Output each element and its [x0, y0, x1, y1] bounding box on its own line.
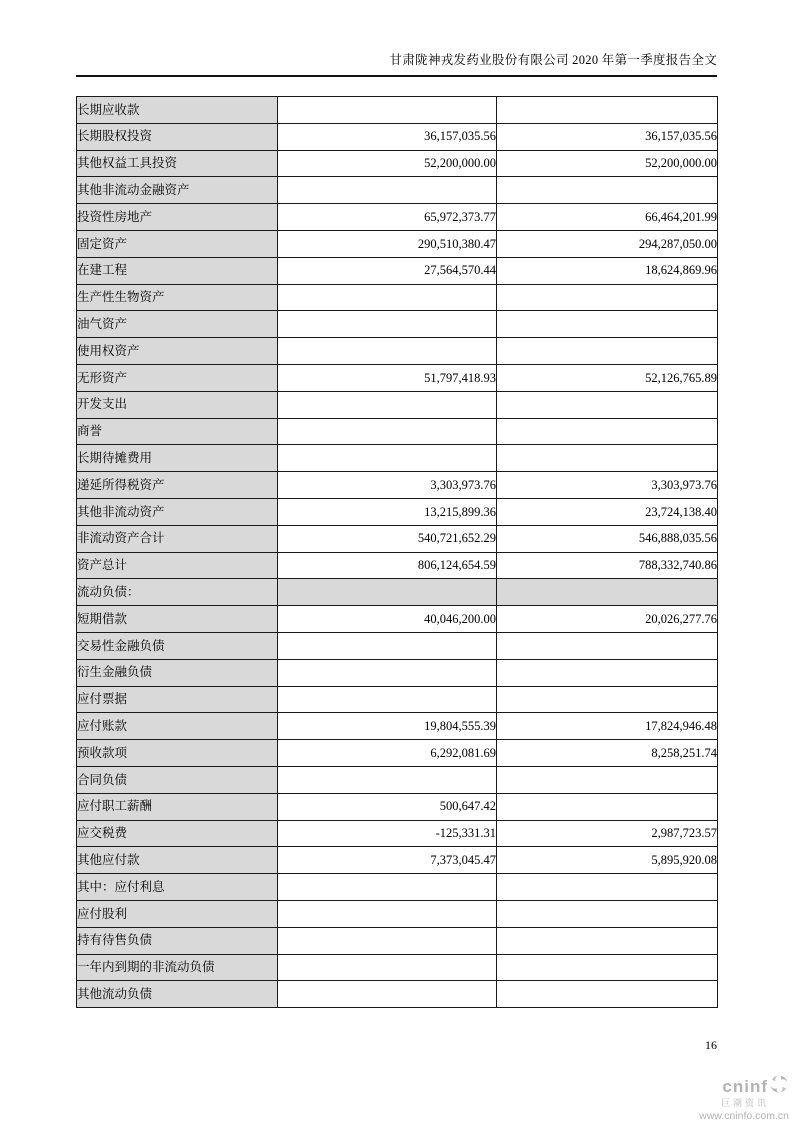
- value1-cell: 51,797,418.93: [278, 364, 497, 391]
- row-label-cell: 长期待摊费用: [77, 445, 278, 472]
- value2-cell: [497, 981, 718, 1008]
- value1-cell: [278, 927, 497, 954]
- value2-cell: [497, 632, 718, 659]
- row-label-cell: 油气资产: [77, 311, 278, 338]
- value1-cell: [278, 874, 497, 901]
- value1-cell: [278, 311, 497, 338]
- row-label-cell: 应付票据: [77, 686, 278, 713]
- table-row: [77, 97, 718, 124]
- value2-cell: [497, 874, 718, 901]
- row-label-cell: 递延所得税资产: [77, 472, 278, 499]
- table-row: [77, 204, 718, 231]
- value1-cell: [278, 177, 497, 204]
- value2-cell: [497, 900, 718, 927]
- value2-cell: 52,200,000.00: [497, 150, 718, 177]
- table-row: [77, 230, 718, 257]
- value1-cell: -125,331.31: [278, 820, 497, 847]
- value2-cell: [497, 954, 718, 981]
- value1-cell: 6,292,081.69: [278, 740, 497, 767]
- table-row: [77, 257, 718, 284]
- value2-cell: [497, 793, 718, 820]
- table-row: [77, 793, 718, 820]
- value1-cell: 19,804,555.39: [278, 713, 497, 740]
- value1-cell: 806,124,654.59: [278, 552, 497, 579]
- table-row: [77, 740, 718, 767]
- row-label-cell: 其他流动负债: [77, 981, 278, 1008]
- value2-cell: 52,126,765.89: [497, 364, 718, 391]
- table-row: [77, 632, 718, 659]
- row-label-cell: 交易性金融负债: [77, 632, 278, 659]
- value2-cell: [497, 445, 718, 472]
- row-label-cell: 应付账款: [77, 713, 278, 740]
- row-label-cell: 长期应收款: [77, 97, 278, 124]
- row-label-cell: 一年内到期的非流动负债: [77, 954, 278, 981]
- table-row: [77, 445, 718, 472]
- cninfo-brand-text: cninf: [722, 1076, 768, 1096]
- row-label-cell: 商誉: [77, 418, 278, 445]
- value1-cell: [278, 97, 497, 124]
- value2-cell: [497, 659, 718, 686]
- value1-cell: 52,200,000.00: [278, 150, 497, 177]
- row-label-cell: 固定资产: [77, 230, 278, 257]
- row-label-cell: 生产性生物资产: [77, 284, 278, 311]
- row-label-cell: 其他应付款: [77, 847, 278, 874]
- value2-cell: [497, 391, 718, 418]
- value2-cell: [497, 311, 718, 338]
- value2-cell: [497, 177, 718, 204]
- table-row: [77, 418, 718, 445]
- row-label-cell: 使用权资产: [77, 338, 278, 365]
- row-label-cell: 应付股利: [77, 900, 278, 927]
- value1-cell: [278, 445, 497, 472]
- table-row: [77, 766, 718, 793]
- table-row: [77, 981, 718, 1008]
- table-row: [77, 552, 718, 579]
- table-row: [77, 177, 718, 204]
- value1-cell: 7,373,045.47: [278, 847, 497, 874]
- value2-cell: 36,157,035.56: [497, 123, 718, 150]
- value1-cell: 65,972,373.77: [278, 204, 497, 231]
- table-row: [77, 874, 718, 901]
- cninfo-logo-top: [699, 1074, 789, 1098]
- table-row: [77, 311, 718, 338]
- value2-cell: [497, 97, 718, 124]
- table-row: [77, 954, 718, 981]
- row-label-cell: 预收款项: [77, 740, 278, 767]
- value2-cell: [497, 686, 718, 713]
- value2-cell: 788,332,740.86: [497, 552, 718, 579]
- table-row: [77, 123, 718, 150]
- table-row: [77, 525, 718, 552]
- table-row: [77, 820, 718, 847]
- balance-sheet-body: [77, 97, 718, 1008]
- value1-cell: [278, 900, 497, 927]
- table-row: [77, 498, 718, 525]
- value1-cell: [278, 418, 497, 445]
- table-row: [77, 847, 718, 874]
- value2-cell: [497, 766, 718, 793]
- table-row: [77, 927, 718, 954]
- value1-cell: [278, 981, 497, 1008]
- value2-cell: 2,987,723.57: [497, 820, 718, 847]
- row-label-cell: 合同负债: [77, 766, 278, 793]
- value2-cell: 546,888,035.56: [497, 525, 718, 552]
- cninfo-chinese-name: 巨潮资讯: [720, 1098, 769, 1108]
- row-label-cell: 在建工程: [77, 257, 278, 284]
- table-row: [77, 606, 718, 633]
- row-label-cell: 应交税费: [77, 820, 278, 847]
- table-row: [77, 364, 718, 391]
- cninfo-url: www.cninfo.com.cn: [699, 1110, 789, 1122]
- table-row: [77, 284, 718, 311]
- row-label-cell: 流动负债：: [77, 579, 278, 606]
- page-number: 16: [705, 1038, 717, 1052]
- value2-cell: 17,824,946.48: [497, 713, 718, 740]
- row-label-cell: 持有待售负债: [77, 927, 278, 954]
- value1-cell: [278, 579, 497, 606]
- cninfo-logo: [699, 1074, 789, 1122]
- value2-cell: 8,258,251.74: [497, 740, 718, 767]
- row-label-cell: 其他权益工具投资: [77, 150, 278, 177]
- value1-cell: [278, 632, 497, 659]
- row-label-cell: 开发支出: [77, 391, 278, 418]
- table-row: [77, 900, 718, 927]
- row-label-cell: 其中：应付利息: [77, 874, 278, 901]
- table-row: [77, 472, 718, 499]
- value2-cell: 18,624,869.96: [497, 257, 718, 284]
- row-label-cell: 无形资产: [77, 364, 278, 391]
- value1-cell: [278, 659, 497, 686]
- value1-cell: 500,647.42: [278, 793, 497, 820]
- table-row: [77, 391, 718, 418]
- row-label-cell: 资产总计: [77, 552, 278, 579]
- value1-cell: [278, 284, 497, 311]
- table-row: [77, 338, 718, 365]
- balance-sheet-table: [76, 96, 718, 1008]
- cninfo-swirl-icon: [769, 1074, 789, 1098]
- value2-cell: 23,724,138.40: [497, 498, 718, 525]
- value1-cell: [278, 766, 497, 793]
- table-row: [77, 713, 718, 740]
- value2-cell: 20,026,277.76: [497, 606, 718, 633]
- row-label-cell: 衍生金融负债: [77, 659, 278, 686]
- value2-cell: 3,303,973.76: [497, 472, 718, 499]
- value1-cell: [278, 686, 497, 713]
- row-label-cell: 应付职工薪酬: [77, 793, 278, 820]
- value2-cell: [497, 418, 718, 445]
- value1-cell: 540,721,652.29: [278, 525, 497, 552]
- value2-cell: [497, 927, 718, 954]
- row-label-cell: 投资性房地产: [77, 204, 278, 231]
- value1-cell: 36,157,035.56: [278, 123, 497, 150]
- value2-cell: [497, 284, 718, 311]
- row-label-cell: 长期股权投资: [77, 123, 278, 150]
- value2-cell: 294,287,050.00: [497, 230, 718, 257]
- row-label-cell: 短期借款: [77, 606, 278, 633]
- value1-cell: 13,215,899.36: [278, 498, 497, 525]
- row-label-cell: 其他非流动资产: [77, 498, 278, 525]
- table-row: [77, 579, 718, 606]
- row-label-cell: 其他非流动金融资产: [77, 177, 278, 204]
- value2-cell: 66,464,201.99: [497, 204, 718, 231]
- value2-cell: [497, 338, 718, 365]
- value1-cell: 40,046,200.00: [278, 606, 497, 633]
- value1-cell: 27,564,570.44: [278, 257, 497, 284]
- value2-cell: 5,895,920.08: [497, 847, 718, 874]
- value1-cell: [278, 954, 497, 981]
- table-row: [77, 659, 718, 686]
- row-label-cell: 非流动资产合计: [77, 525, 278, 552]
- value2-cell: [497, 579, 718, 606]
- table-row: [77, 150, 718, 177]
- document-header-title: 甘肃陇神戎发药业股份有限公司 2020 年第一季度报告全文: [76, 50, 717, 77]
- value1-cell: [278, 338, 497, 365]
- value1-cell: 290,510,380.47: [278, 230, 497, 257]
- table-row: [77, 686, 718, 713]
- value1-cell: [278, 391, 497, 418]
- value1-cell: 3,303,973.76: [278, 472, 497, 499]
